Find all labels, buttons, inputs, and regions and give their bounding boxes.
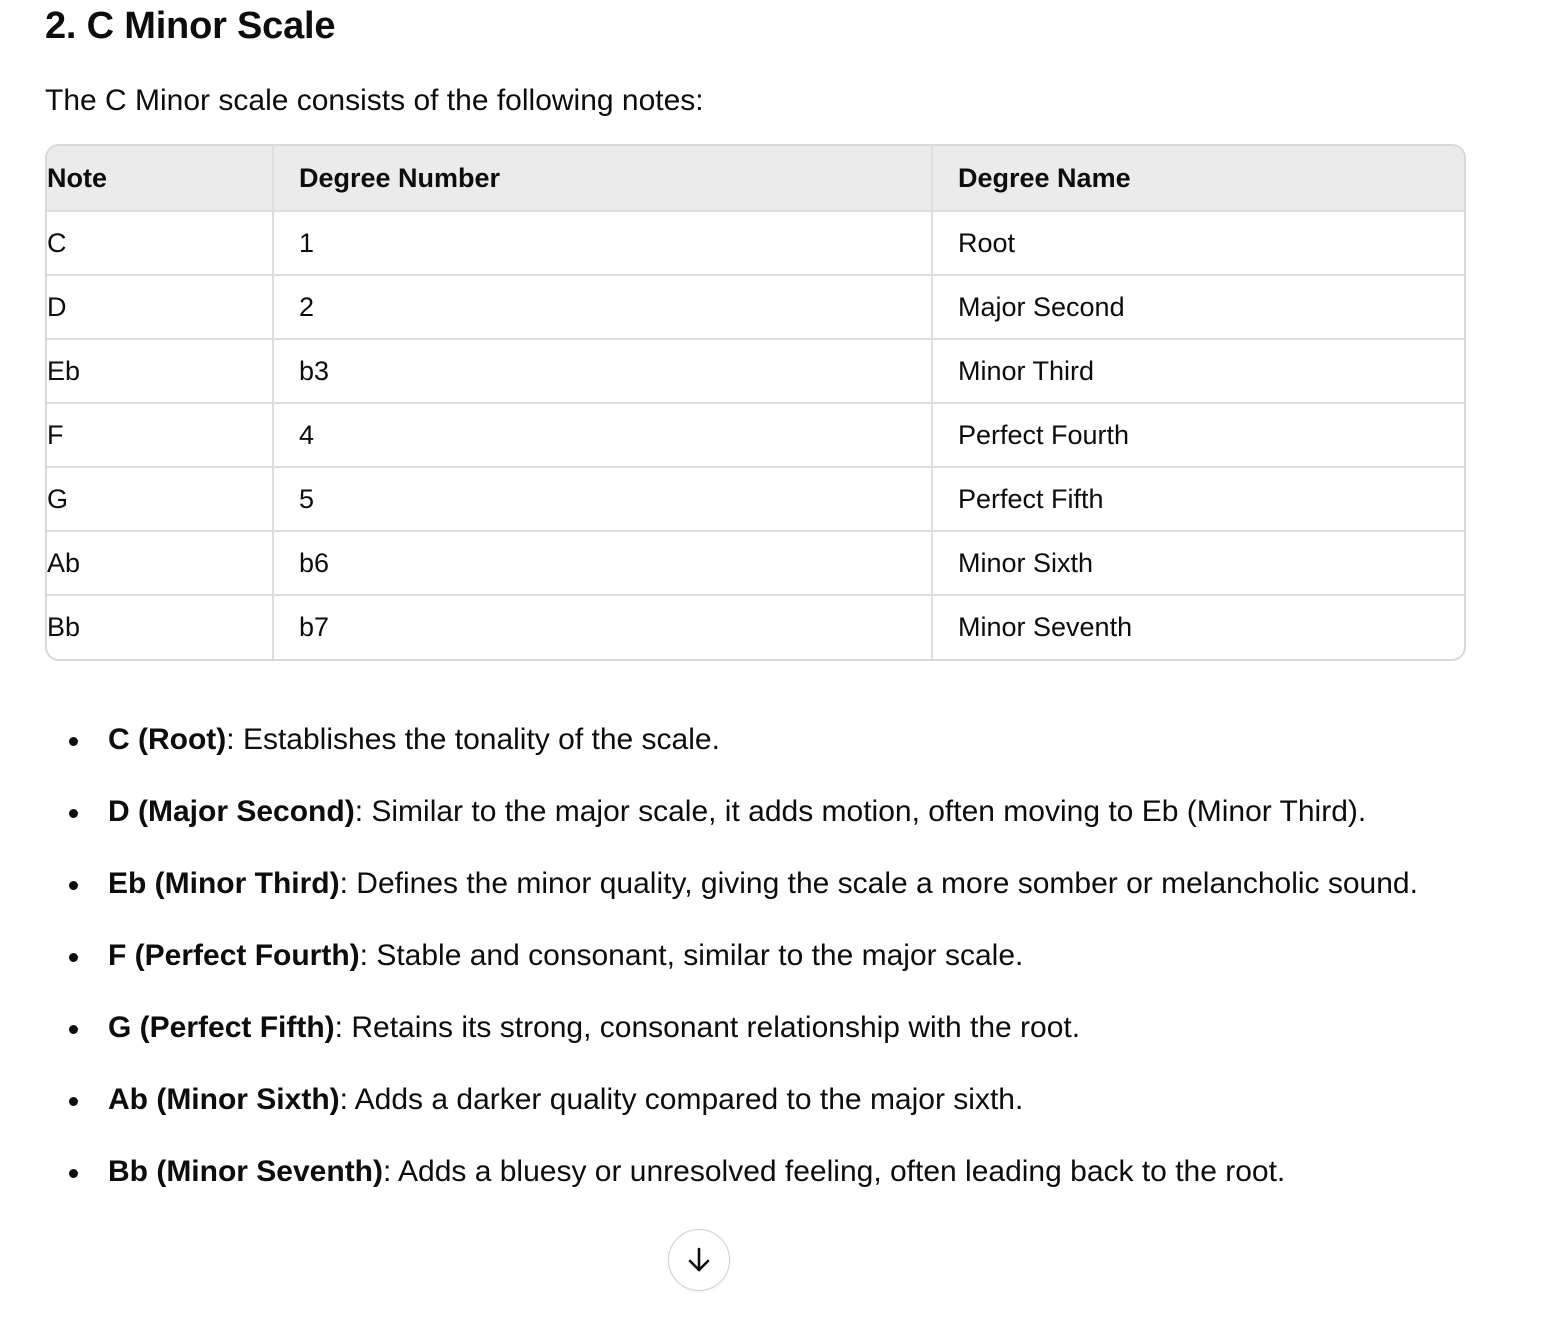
intro-paragraph: The C Minor scale consists of the following notes: <box>45 84 704 117</box>
list-item-term: G (Perfect Fifth) <box>108 1011 335 1044</box>
section-heading: 2. C Minor Scale <box>45 5 336 47</box>
cell-degree-name: Minor Third <box>932 339 1464 403</box>
cell-degree-name: Perfect Fifth <box>932 467 1464 531</box>
cell-degree-name: Major Second <box>932 275 1464 339</box>
cell-note: G <box>47 467 273 531</box>
cell-degree-number: 1 <box>273 211 932 275</box>
list-item <box>45 784 1470 840</box>
scroll-to-bottom-button[interactable] <box>668 1229 730 1291</box>
list-item-term: Bb (Minor Seventh) <box>108 1155 383 1188</box>
table-row <box>47 467 1464 531</box>
arrow-down-icon <box>684 1245 714 1275</box>
table-row <box>47 275 1464 339</box>
scale-table <box>47 146 1464 659</box>
table-row <box>47 595 1464 659</box>
cell-degree-number: 5 <box>273 467 932 531</box>
cell-note: Ab <box>47 531 273 595</box>
list-item <box>45 712 1470 768</box>
list-item <box>45 1000 1470 1056</box>
cell-degree-name: Root <box>932 211 1464 275</box>
list-item <box>45 856 1470 912</box>
list-item-text: : Adds a darker quality compared to the major sixth. <box>339 1083 1024 1116</box>
cell-degree-name: Perfect Fourth <box>932 403 1464 467</box>
cell-note: C <box>47 211 273 275</box>
header-degree-name: Degree Name <box>932 146 1464 211</box>
list-item-text: : Adds a bluesy or unresolved feeling, often leading back to the root. <box>383 1155 1286 1188</box>
table-row <box>47 339 1464 403</box>
list-item <box>45 928 1470 984</box>
cell-degree-number: 2 <box>273 275 932 339</box>
scale-table-container <box>45 144 1466 661</box>
list-item-text: : Stable and consonant, similar to the major scale. <box>359 939 1024 972</box>
cell-degree-name: Minor Sixth <box>932 531 1464 595</box>
list-item-term: Eb (Minor Third) <box>108 867 340 900</box>
list-item-term: F (Perfect Fourth) <box>108 939 360 972</box>
scale-notes-list <box>45 712 1470 1216</box>
cell-note: D <box>47 275 273 339</box>
cell-degree-number: 4 <box>273 403 932 467</box>
list-item-text: : Defines the minor quality, giving the scale a more somber or melancholic sound. <box>339 867 1418 900</box>
list-item <box>45 1072 1470 1128</box>
list-item-term: Ab (Minor Sixth) <box>108 1083 340 1116</box>
table-row <box>47 531 1464 595</box>
header-degree-number: Degree Number <box>273 146 932 211</box>
list-item-text: : Establishes the tonality of the scale. <box>226 723 720 756</box>
table-row <box>47 403 1464 467</box>
table-header-row <box>47 146 1464 211</box>
cell-note: Bb <box>47 595 273 659</box>
message-content <box>45 0 1470 1188</box>
list-item-text: : Retains its strong, consonant relationship with the root. <box>334 1011 1081 1044</box>
cell-degree-number: b6 <box>273 531 932 595</box>
cell-degree-number: b7 <box>273 595 932 659</box>
cell-note: F <box>47 403 273 467</box>
list-item <box>45 1144 1470 1200</box>
cell-degree-name: Minor Seventh <box>958 612 1133 642</box>
header-note: Note <box>47 146 273 211</box>
cell-note: Eb <box>47 339 273 403</box>
list-item-text: : Similar to the major scale, it adds motion, often moving to Eb (Minor Third). <box>354 795 1367 828</box>
list-item-term: C (Root) <box>108 723 227 756</box>
list-item-term: D (Major Second) <box>108 795 355 828</box>
table-row <box>47 211 1464 275</box>
cell-degree-number: b3 <box>273 339 932 403</box>
